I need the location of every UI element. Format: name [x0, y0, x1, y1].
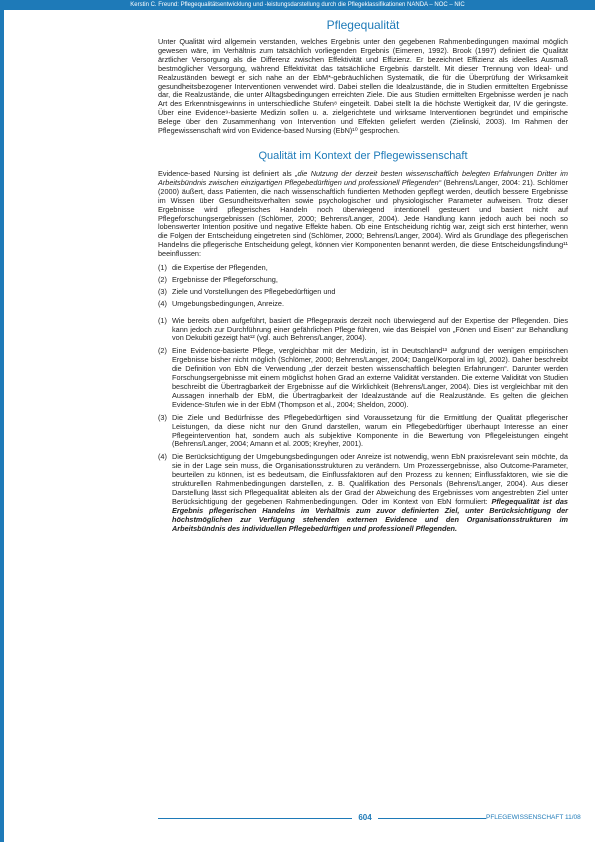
explanation-lead: Die Berücksichtigung der Umgebungsbedingungen oder Anreize ist notwendig, wenn EbN praxisrelevant sein möchte, da sie in der Lage sein muss, die Organisationsstrukturen zu verändern. Um Prozessergebnisse, also Outcome-Parameter, beurteilen zu können, ist es bedeutsam, die Einflussfaktoren auf den Prozess zu kennen; Einflussfaktoren, wie sie die strukturellen Rahmenbedingungen darstellen, z. B. Qualifikation des Personals (Behrens/Langer, 2004). Aus dieser Darstellung lässt sich Pflegequalität ableiten als der Grad der Abweichung des Ergebnisses vom angestrebten Ziel unter Berücksichtigung der gegebenen Rahmenbedingungen. Oder im Kontext von EbN formuliert:: [172, 452, 568, 506]
page-number: 604: [352, 812, 378, 824]
list-text: [172, 453, 568, 533]
list-item: [158, 317, 568, 344]
intro-quote: „die Nutzung der derzeit besten wissenschaftlich belegten Erfahrungen Dritter im Arbeitsbündnis zwischen einzigartigen Pflegebedürftigen und professionell Pflegenden“: [158, 168, 568, 187]
section-title-qualitaet-kontext: Qualität im Kontext der Pflegewissenschaft: [258, 149, 468, 162]
list-text: Ziele und Vorstellungen des Pflegebedürftigen und: [172, 286, 336, 296]
left-margin-rule: [0, 10, 4, 842]
list-number: (2): [158, 274, 167, 284]
section-title-pflegequalitaet: Pflegequalität: [326, 18, 400, 32]
list-number: (1): [158, 263, 167, 273]
list-number: (3): [158, 412, 167, 422]
list-item: [158, 264, 568, 273]
explanations-list: [158, 317, 568, 534]
list-number: (4): [158, 298, 167, 308]
list-item: [158, 414, 568, 450]
list-item: [158, 347, 568, 409]
article-body: [158, 18, 568, 538]
running-title: Kerstin C. Freund: Pflegequalitätsentwicklung und -leistungsdarstellung durch die Pflegeklassifikationen NANDA – NOC – NIC: [130, 2, 465, 8]
list-text: Eine Evidence-basierte Pflege, vergleichbar mit der Medizin, ist in Deutschland¹³ aufgrund der wenigen empirischen Ergebnisse bisher nicht möglich (Schlömer, 2000; Behrens/Langer, 2004; Dangel/Korporal im Igl, 2002). Daher beschreibt die Definition von EbN die Verwendung „der derzeit besten wissenschaftlich belegten Erfahrungen“. Darunter werden Forschungsergebnisse mit einem möglichst hohen Grad an externe Validität verstanden. Die externe Validität von Studien beschreibt die Übertragbarkeit der Ergebnisse auf die Wirklichkeit (Behrens/Langer, 2004). Dies ist vergleichbar mit den Aussagen innerhalb der EbM, die Übertragbarkeit der Idealzustände auf die Realzustände. Es gelten die gleichen Evidence-Stufen wie in der EbM (Thompson et al., 2004; Sheldon, 2000).: [172, 346, 568, 409]
intro-rest: (Behrens/Langer, 2004: 21). Schlömer (2000) äußert, dass Patienten, die nach wissenschaftlich fundierten Methoden gepflegt werden, deutlich bessere Ergebnisse im Wissen über Gesundheitsverhalten sowie psychologischer und physiologischer Parameter aufweisen. Trotz dieser Ergebnisse wird pflegerisches Handeln noch überwiegend intentionell gesteuert und basiert nicht auf Pflegeforschungsergebnissen (Schlömer, 2000; Behrens/Langer, 2004). Jede Handlung kann jedoch auch bei noch so lobenswerter Intention positive und negative Effekte haben. Ob eine Entscheidung richtig war, zeigt sich erst hinterher, wenn die Folgen der Entscheidung eingetreten sind (Schlömer, 2000; Behrens/Langer, 2004). Wird als Grundlage des pflegerischen Handelns die pflegerische Entscheidung gelegt, können vier Komponenten benannt werden, die diese Entscheidungsfindung¹¹ beeinflussen:: [158, 177, 568, 259]
list-item: [158, 276, 568, 285]
list-item: [158, 300, 568, 309]
list-number: (1): [158, 315, 167, 325]
definition-emphasis: Pflegequalität ist das Ergebnis pflegerischen Handelns im Verhältnis zum zuvor definierten Ziel, unter Berücksichtigung der höchstmöglichen zur Verfügung stehenden externen Evidence und den Organisationsstrukturen im Arbeitsbündnis des individuellen Pflegebedürftigen und professionell Pflegenden.: [172, 496, 568, 533]
list-item: [158, 453, 568, 533]
list-text: Ergebnisse der Pflegeforschung,: [172, 274, 278, 284]
intro-lead: Evidence-based Nursing ist definiert als: [158, 168, 296, 178]
list-text: die Expertise der Pflegenden,: [172, 263, 268, 273]
list-item: [158, 288, 568, 297]
journal-name: PFLEGEWISSENSCHAFT 11/08: [486, 812, 568, 824]
list-number: (3): [158, 286, 167, 296]
list-number: (4): [158, 452, 167, 462]
list-text: Umgebungsbedingungen, Anreize.: [172, 298, 284, 308]
section2-intro: [158, 170, 568, 259]
list-number: (2): [158, 346, 167, 356]
list-text: Wie bereits oben aufgeführt, basiert die Pflegepraxis derzeit noch überwiegend auf der Expertise der Pflegenden. Dies kann jedoch zur Durchführung einer gefährlichen Pflege führen, wie das Beispiel von „Fönen und Eisen“ zur Behandlung von Dekubiti gezeigt hat¹² (vgl. auch Behrens/Langer, 2004).: [172, 315, 568, 343]
section1-paragraph: Unter Qualität wird allgemein verstanden, welches Ergebnis unter den gegebenen Rahmenbedingungen maximal möglich gewesen wäre, im Verhältnis zum tatsächlich vorliegenden Ergebnis (Eimeren, 1992). Brook (1997) definiert die Qualität ärztlicher Versorgung als die Differenz zwischen Effektivität und Effizienz. Er bezeichnet Effizienz als ideelles Ausmaß bestmöglicher Versorgung, während Effektivität das tatsächliche Ergebnis darstellt. Mit dieser Trennung von Ideal- und Realzuständen bewegt er sich nahe an der EbM*-gebräuchlichen Systematik, die für die Überprüfung der Wirksamkeit gesundheitsbezogener Interventionen verwendet wird. Dabei stellen die Idealzustände, die in Studien ermittelten Ergebnisse dar, die Realzustände, die unter Alltagsbedingungen erreichten Ziele. Die aus Studien ermittelten Ergebnisse werden je nach Art des Erkenntnisgewinns in unterschiedliche Stufen⁸ eingeteilt. Dabei stellt Ia die höchste Wertigkeit dar, IV die geringste. Über eine Evidence⁹-basierte Medizin sollen u. a. zielgerichtete und wirksame Interventionen begründet und empirische Belege über den Zusammenhang von Intervention und Effekten geliefert werden (Zielinski, 2003). Im Rahmen der Pflegewissenschaft wird von Evidence-based Nursing (EbN)¹⁰ gesprochen.: [158, 37, 568, 136]
components-list: [158, 264, 568, 309]
list-text: Die Ziele und Bedürfnisse des Pflegebedürftigen sind Voraussetzung für die Ermittlung der Qualität pflegerischer Leistungen, da diese nicht nur den Grund darstellen, warum ein Pflegebedürftiger überhaupt Interesse an einer Pflegeintervention hat, sondern auch als subjektive Komponente in die Bewertung von Pflegeleistungen eingeht (Behrens/Langer, 2004; Amann et al. 2005; Kreyher, 2001).: [172, 412, 568, 449]
